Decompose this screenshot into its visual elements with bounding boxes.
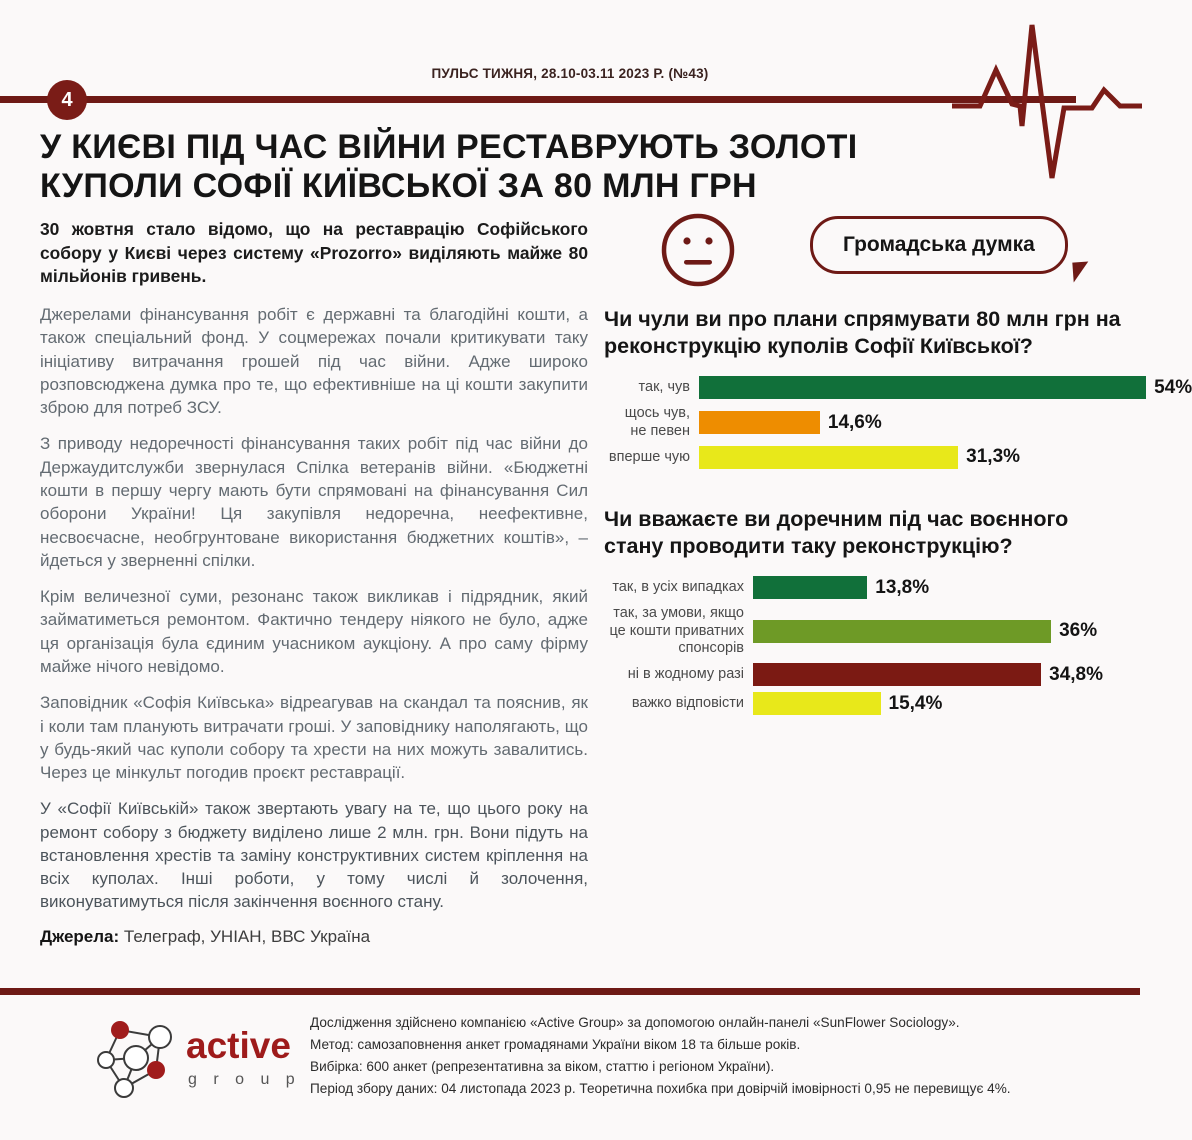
neutral-face-icon: [660, 212, 736, 288]
chart-bar-row: [604, 605, 1124, 657]
bar-chart-appropriateness: [604, 576, 1124, 715]
chart-bar-row: [604, 663, 1124, 686]
bar-value-label: 34,8%: [1049, 663, 1104, 685]
bar-value-label: 14,6%: [827, 411, 882, 433]
active-group-logo: [98, 1008, 301, 1106]
footer-rule: [0, 988, 1140, 995]
bar-track: [699, 411, 1124, 434]
heartbeat-pulse-icon: [952, 8, 1142, 188]
opinion-badge: Громадська думка: [810, 216, 1068, 274]
bar-value-label: 15,4%: [888, 692, 943, 714]
sources-line: [40, 927, 588, 947]
methodology-line: Вибірка: 600 анкет (репрезентативна за віком, статтю і регіоном України).: [310, 1059, 775, 1075]
bar-fill: [699, 376, 1146, 399]
bar-track: [699, 376, 1192, 399]
bar-value-label: 36%: [1059, 620, 1098, 642]
article-paragraph: Крім величезної суми, резонанс також викликав і підрядник, який займатиметься ремонтом. Фактично тендеру ніякого не було, адже ця організація була єдиним учасником аукціону. А про саму фірму майже нічого невідомо.: [40, 587, 588, 676]
chart-bar-row: [604, 376, 1192, 399]
bar-category-label: так, за умови, якщо це кошти приватних спонсорів: [609, 605, 744, 656]
chart-block-1: [604, 306, 1192, 475]
chart-bar-row: [604, 576, 1124, 599]
methodology-line: Метод: самозаповнення анкет громадянами України віком 18 та більше років.: [310, 1037, 801, 1053]
bar-fill: [753, 692, 881, 715]
bar-category-label: щось чув, не певен: [624, 405, 690, 439]
issue-label: ПУЛЬС ТИЖНЯ, 28.10-03.11 2023 Р. (№43): [431, 66, 709, 81]
logo-subtext: g r o u p: [188, 1071, 301, 1088]
bar-track: [753, 620, 1124, 643]
methodology-line: Період збору даних: 04 листопада 2023 р. Теоретична похибка при довірчій імовірності 0,95 не перевищує 4%.: [310, 1081, 1011, 1097]
logo-wordmark: active: [186, 1025, 291, 1066]
bar-fill: [753, 663, 1041, 686]
methodology-note: [310, 1012, 1100, 1100]
chart-block-2: [604, 506, 1124, 721]
chart-title: Чи вважаєте ви доречним під час воєнного стану проводити таку реконструкцію?: [604, 507, 1069, 559]
page-number-badge: 4: [47, 80, 87, 120]
bar-track: [753, 663, 1124, 686]
bar-category-label: так, чув: [638, 378, 690, 395]
chart-bar-row: [604, 405, 1124, 440]
bar-track: [753, 576, 1124, 599]
bar-fill: [753, 620, 1051, 643]
header-rule: [0, 96, 1076, 103]
bar-track: [753, 692, 1124, 715]
bar-category-label: вперше чую: [608, 448, 690, 465]
bar-value-label: 13,8%: [875, 576, 930, 598]
bar-value-label: 31,3%: [966, 446, 1021, 468]
bar-fill: [699, 411, 820, 434]
bar-category-label: ні в жодному разі: [627, 666, 744, 683]
methodology-line: Дослідження здійснено компанією «Active Group» за допомогою онлайн-панелі «SunFlower Sociology».: [310, 1015, 960, 1030]
sources-label: Джерела:: [40, 926, 120, 946]
article-paragraph: Джерелами фінансування робіт є державні та благодійні кошти, а також спеціальний фонд. У соцмережах почали критикувати таку ініціативу витрачання грошей під час війни. Адже широко розповсюджена думка про те, що ефективніше на ці кошти закупити зброю для потреб ЗСУ.: [40, 305, 588, 418]
article-paragraph: Заповідник «Софія Київська» відреагував на скандал та пояснив, як і коли там планують витрачати гроші. У заповіднику наполягають, що у будь-який час куполи собору та хрести на них можуть завалитись. Через це мінкульт погодив проєкт реставрації.: [40, 693, 588, 783]
page-title: У КИЄВІ ПІД ЧАС ВІЙНИ РЕСТАВРУЮТЬ ЗОЛОТІ КУПОЛИ СОФІЇ КИЇВСЬКОЇ ЗА 80 МЛН ГРН: [40, 128, 858, 206]
article-lead: 30 жовтня стало відомо, що на реставрацію Софійського собору у Києві через систему «Prozorro» виділяють майже 80 мільйонів гривень.: [40, 219, 588, 287]
bar-category-label: важко відповісти: [631, 695, 744, 712]
article-column: [40, 218, 588, 947]
bar-fill: [753, 576, 867, 599]
chart-bar-row: [604, 446, 1124, 469]
bar-chart-awareness: [604, 376, 1192, 469]
chart-bar-row: [604, 692, 1124, 715]
bar-value-label: 54%: [1154, 376, 1192, 398]
bar-category-label: так, в усіх випадках: [612, 578, 744, 595]
bar-track: [699, 446, 1124, 469]
article-paragraph: У «Софії Київській» також звертають увагу на те, що цього року на ремонт собору з бюджету виділено лише 2 млн. грн. Вони підуть на встановлення хрестів та заміну конструктивних систем кріплення на всіх куполах. Інші роботи, у тому числі й золочення, виконуватимуться після закінчення воєнного стану.: [40, 799, 588, 912]
article-paragraph: З приводу недоречності фінансування таких робіт під час війни до Держаудитслужби звернулася Спілка ветеранів війни. «Бюджетні кошти в першу чергу мають бути спрямовані на фінансування Сил оборони України! Ця закупівля недоречна, неефективне, несвоєчасне, необгрунтоване використання бюджетних коштів», – йдеться у зверненні спілки.: [40, 434, 588, 570]
bar-fill: [699, 446, 958, 469]
speech-bubble-tail: [1072, 261, 1089, 282]
sources-value: Телеграф, УНІАН, ВВС Україна: [123, 926, 371, 946]
chart-title: Чи чули ви про плани спрямувати 80 млн грн на реконструкцію куполів Софії Київської?: [604, 307, 1121, 359]
